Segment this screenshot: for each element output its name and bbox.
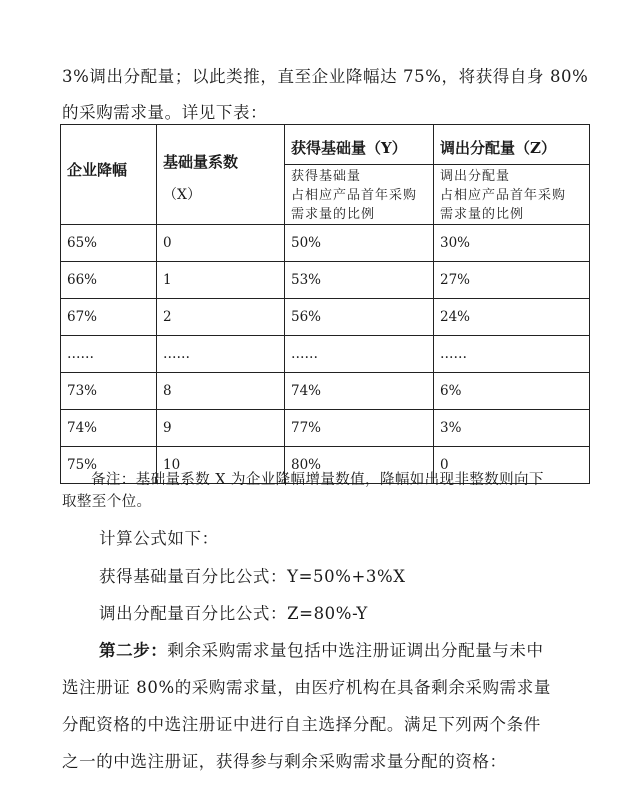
header-base-amount: 获得基础量（Y） 获得基础量 占相应产品首年采购 需求量的比例: [285, 125, 434, 225]
header-reduction: 企业降幅: [61, 125, 157, 225]
cell-base: 56%: [285, 299, 434, 336]
cell-coefficient: 1: [157, 262, 285, 299]
formula-allocation: 调出分配量百分比公式：Z=80%-Y: [99, 604, 368, 623]
cell-coefficient: 10: [157, 447, 285, 484]
cell-coefficient: 2: [157, 299, 285, 336]
header-coefficient: 基础量系数 （X）: [157, 125, 285, 225]
cell-base: 50%: [285, 225, 434, 262]
note-line-1: 备注：基础量系数 X 为企业降幅增量数值，降幅如出现非整数则向下: [91, 472, 544, 488]
table-note: [62, 469, 592, 513]
intro-line-2: 的采购需求量。详见下表：: [62, 103, 268, 122]
step2-text: 剩余采购需求量包括中选注册证调出分配量与未中: [167, 641, 544, 660]
note-line-2: 取整至个位。: [62, 494, 152, 510]
cell-allocation: 27%: [434, 262, 590, 299]
reduction-table: [60, 124, 590, 484]
cell-reduction: 74%: [61, 410, 157, 447]
cell-reduction: 67%: [61, 299, 157, 336]
cell-base: ……: [285, 336, 434, 373]
step2-line-4: 之一的中选注册证，获得参与剩余采购需求量分配的资格：: [62, 752, 507, 771]
table-header-row: [61, 125, 590, 225]
cell-reduction: 65%: [61, 225, 157, 262]
table-row: [61, 262, 590, 299]
table-row: [61, 410, 590, 447]
cell-allocation: 3%: [434, 410, 590, 447]
step2-line-3: 分配资格的中选注册证中进行自主选择分配。满足下列两个条件: [62, 715, 541, 734]
cell-base: 80%: [285, 447, 434, 484]
formula-heading: 计算公式如下：: [99, 529, 219, 548]
table-row: [61, 225, 590, 262]
cell-base: 74%: [285, 373, 434, 410]
header-divider: [285, 164, 433, 165]
header-allocation: 调出分配量（Z） 调出分配量 占相应产品首年采购 需求量的比例: [434, 125, 590, 225]
table-row: [61, 373, 590, 410]
cell-allocation: 0: [434, 447, 590, 484]
formula-base: 获得基础量百分比公式：Y=50%+3%X: [99, 567, 406, 586]
cell-coefficient: 0: [157, 225, 285, 262]
cell-allocation: ……: [434, 336, 590, 373]
step2-label: 第二步：: [99, 641, 168, 660]
cell-reduction: 75%: [61, 447, 157, 484]
table-row: [61, 299, 590, 336]
cell-reduction: 73%: [61, 373, 157, 410]
cell-base: 53%: [285, 262, 434, 299]
cell-reduction: 66%: [61, 262, 157, 299]
intro-line-1: 3%调出分配量；以此类推，直至企业降幅达 75%，将获得自身 80%: [62, 67, 589, 86]
cell-coefficient: 9: [157, 410, 285, 447]
cell-coefficient: ……: [157, 336, 285, 373]
cell-allocation: 6%: [434, 373, 590, 410]
header-divider: [434, 164, 589, 165]
cell-allocation: 24%: [434, 299, 590, 336]
step2-line-1: [99, 633, 629, 669]
cell-base: 77%: [285, 410, 434, 447]
cell-coefficient: 8: [157, 373, 285, 410]
step2-line-2: 选注册证 80%的采购需求量，由医疗机构在具备剩余采购需求量: [62, 678, 551, 697]
cell-reduction: ……: [61, 336, 157, 373]
table-row: [61, 336, 590, 373]
cell-allocation: 30%: [434, 225, 590, 262]
